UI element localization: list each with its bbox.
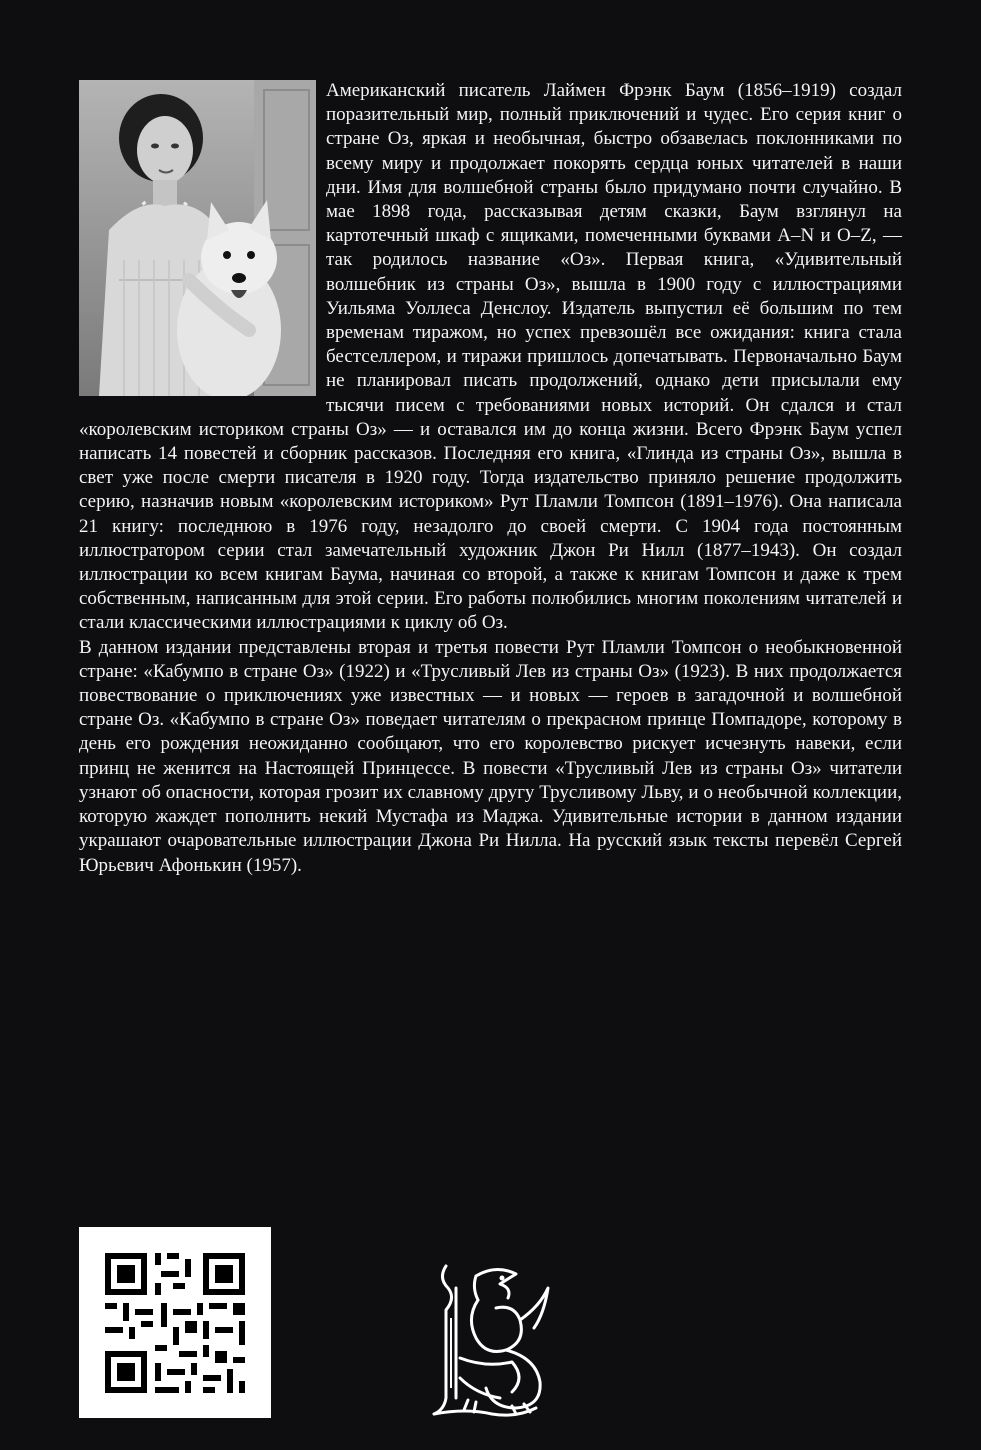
paragraph-2: В данном издании представлены вторая и третья повести Рут Пламли Томпсон о необыкновенной стране: «Кабумпо в стране Оз» (1922) и «Трусливый Лев из страны Оз» (1923). В них продолжается повествование о приключениях уже известных — и новых — героев в загадочной и волшебной стране Оз. «Кабумпо в стране Оз» поведает читателям о прекрасном принце Помпадоре, которому в день его рождения неожиданно сообщают, что его королевство рискует исчезнуть навеки, если принц не женится на Настоящей Принцессе. В повести «Трусливый Лев из страны Оз» читатели узнают об опасности, которая грозит их славному другу Трусливому Льву, и о необычной коллекции, которую жаждет пополнить некий Мустафа из Маджа. Удивительные истории в данном издании украшают очаровательные иллюстрации Джона Ри Нилла. На русский язык тексты перевёл Сергей Юрьевич Афонькин (1957).	[79, 636, 902, 876]
qr-code-icon	[79, 1227, 271, 1418]
publisher-dragon-logo-icon	[416, 1258, 566, 1418]
photo-spacer	[79, 79, 326, 415]
paragraph-1: Американский писатель Лаймен Фрэнк Баум (1856–1919) создал поразительный мир, полный приключений и чудес. Его серия книг о стране Оз, яркая и необычная, быстро обзавелась поклонниками по всему миру и продолжает покорять сердца юных читателей в наши дни. Имя для волшебной страны было придумано почти случайно. В мае 1898 года, рассказывая детям сказки, Баум взглянул на картотечный шкаф с ящиками, помеченными буквами A–N и O–Z, — так родилось название «Оз». Первая книга, «Удивительный волшебник из страны Оз», вышла в 1900 году с иллюстрациями Уильяма Уоллеса Денслоу. Издатель выпустил её большим по тем временам тиражом, но успех превзошёл все ожидания: книга стала бестселлером, и тиражи пришлось допечатывать. Первоначально Баум не планировал писать продолжений, однако дети присылали ему тысячи писем с требованиями новых историй. Он сдался и стал «королевским историком страны Оз» — и оставался им до конца жизни. Всего Фрэнк Баум успел написать 14 повестей и сборник рассказов. Последняя его книга, «Глинда из страны Оз», вышла в свет уже после смерти писателя в 1920 году. Тогда издательство приняло решение продолжить серию, назначив новым «королевским историком» Рут Пламли Томпсон (1891–1976). Она написала 21 книгу: последнюю в 1976 году, незадолго до своей смерти. С 1904 года постоянным иллюстратором серии стал замечательный художник Джон Ри Нилл (1877–1943). Он создал иллюстрации ко всем книгам Баума, начиная со второй, а также к книгам Томпсон и даже к трем собственным, написанным для этой серии. Его работы полюбились многим поколениям читателей и стали классическими иллюстрациями к циклу об Оз.	[79, 80, 902, 634]
description-text	[79, 79, 902, 878]
publisher-logo	[416, 1258, 566, 1418]
qr-code[interactable]	[79, 1227, 271, 1418]
